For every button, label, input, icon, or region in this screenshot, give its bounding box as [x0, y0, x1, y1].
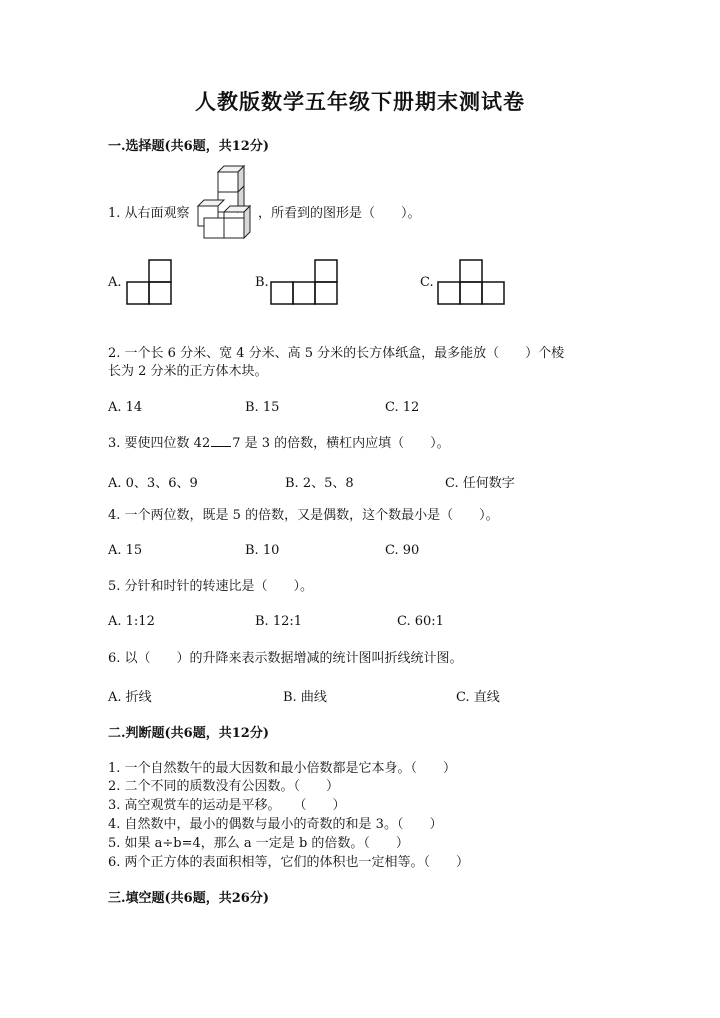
- q2-option-c[interactable]: C. 12: [385, 400, 420, 415]
- q6-option-a[interactable]: A. 折线: [108, 690, 152, 705]
- q3-text-after: 7 是 3 的倍数，横杠内应填（ ）。: [232, 436, 450, 451]
- judgment-item: 3. 高空观赏车的运动是平移。 （ ）: [108, 798, 346, 813]
- q4-option-c[interactable]: C. 90: [385, 543, 420, 558]
- q5-option-a[interactable]: A. 1:12: [108, 614, 155, 629]
- q6-option-b[interactable]: B. 曲线: [283, 690, 327, 705]
- q1-text-after: ，所看到的图形是（ ）。: [258, 206, 421, 221]
- q4-text: 4. 一个两位数，既是 5 的倍数，又是偶数，这个数最小是（ ）。: [108, 508, 499, 523]
- judgment-item: 2. 二个不同的质数没有公因数。（ ）: [108, 779, 340, 794]
- q3-text: [108, 434, 450, 454]
- q4-option-b[interactable]: B. 10: [245, 543, 280, 558]
- q3-option-a[interactable]: A. 0、3、6、9: [108, 476, 198, 491]
- q2-text-line1: 2. 一个长 6 分米、宽 4 分米、高 5 分米的长方体纸盒，最多能放（ ）个棱: [108, 346, 565, 361]
- q6-text: 6. 以（ ）的升降来表示数据增减的统计图叫折线统计图。: [108, 651, 463, 666]
- q1-option-b-shape: [270, 259, 340, 305]
- judgment-item: 4. 自然数中，最小的偶数与最小的奇数的和是 3。（ ）: [108, 817, 443, 832]
- judgment-item: 5. 如果 a÷b=4，那么 a 一定是 b 的倍数。（ ）: [108, 836, 409, 851]
- q1-option-c-shape: [437, 259, 507, 305]
- q2-text-line2: 长为 2 分米的正方体木块。: [108, 364, 268, 379]
- q2-option-a[interactable]: A. 14: [108, 400, 143, 415]
- section-heading-choice: 一.选择题(共6题，共12分): [108, 139, 269, 154]
- q1-text-before: 1. 从右面观察: [108, 206, 190, 221]
- section-heading-judgment: 二.判断题(共6题，共12分): [108, 726, 269, 741]
- q1-option-a-shape: [126, 259, 174, 305]
- cube-stack-figure: [196, 166, 254, 242]
- q3-option-b[interactable]: B. 2、5、8: [285, 476, 354, 491]
- q2-option-b[interactable]: B. 15: [245, 400, 280, 415]
- section-heading-fill-in: 三.填空题(共6题，共26分): [108, 891, 269, 906]
- q5-text: 5. 分针和时针的转速比是（ ）。: [108, 579, 314, 594]
- q1-option-b[interactable]: B.: [255, 275, 269, 290]
- judgment-item: 1. 一个自然数午的最大因数和最小倍数都是它本身。（ ）: [108, 761, 457, 776]
- q3-option-c[interactable]: C. 任何数字: [445, 476, 515, 491]
- judgment-item: 6. 两个正方体的表面积相等，它们的体积也一定相等。（ ）: [108, 855, 470, 870]
- q3-text-before: 3. 要使四位数 42: [108, 436, 211, 451]
- q5-option-b[interactable]: B. 12:1: [255, 614, 303, 629]
- page-title: 人教版数学五年级下册期末测试卷: [195, 89, 525, 114]
- q1-option-c[interactable]: C.: [420, 275, 434, 290]
- q1-option-a[interactable]: A.: [108, 275, 122, 290]
- q4-option-a[interactable]: A. 15: [108, 543, 143, 558]
- q5-option-c[interactable]: C. 60:1: [397, 614, 444, 629]
- q6-option-c[interactable]: C. 直线: [456, 690, 500, 705]
- q3-blank: [211, 434, 231, 447]
